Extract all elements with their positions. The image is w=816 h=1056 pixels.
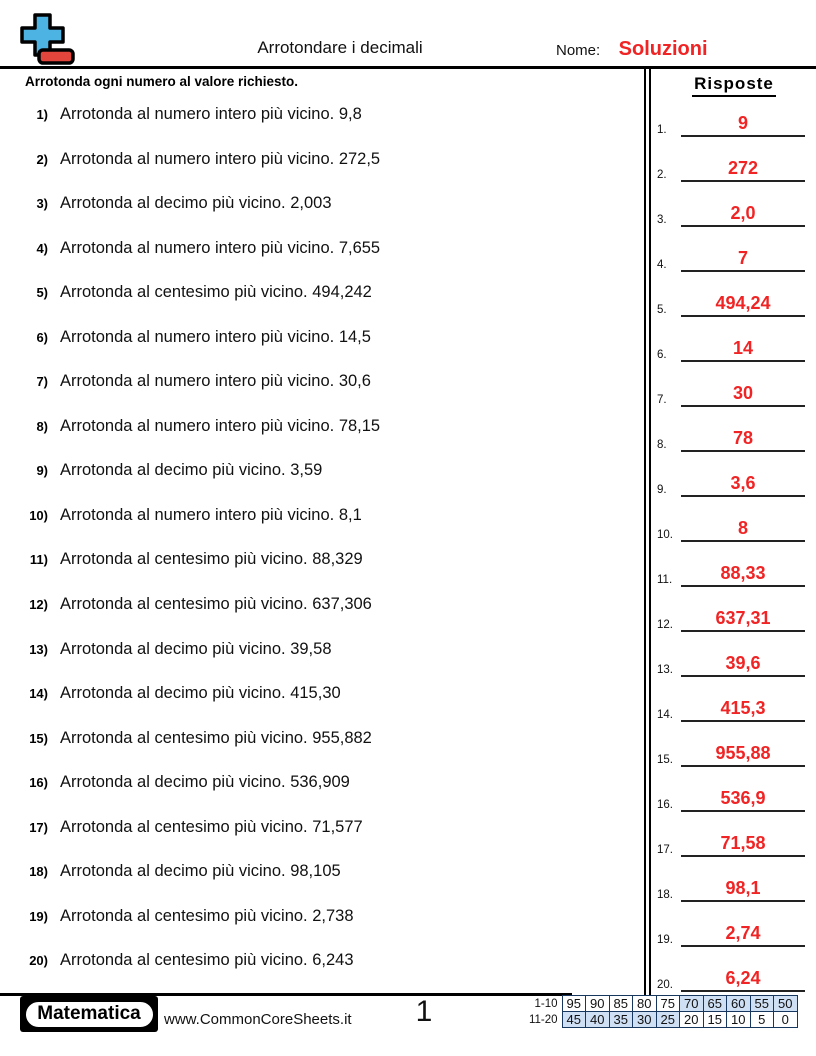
answer-value: 415,3 [720,698,766,718]
question-number: 15) [29,730,48,746]
score-cell: 90 [586,996,610,1012]
score-cell: 70 [680,996,704,1012]
answer-value: 637,31 [715,608,771,628]
name-label: Nome: [556,42,601,59]
answer-value: 78 [732,428,754,448]
question-text: Arrotonda al centesimo più vicino. 955,882 [60,728,372,747]
name-value: Soluzioni [618,38,708,60]
question-number: 4) [36,240,48,256]
answer-number: 9. [657,484,667,496]
answer-number: 5. [657,304,667,316]
answer-row [652,227,816,272]
score-cell: 80 [633,996,657,1012]
answer-value: 7 [737,248,748,268]
answer-number: 1. [657,124,667,136]
question-number: 13) [29,641,48,657]
answer-row [652,812,816,857]
score-row [528,996,797,1012]
score-cell: 65 [703,996,727,1012]
answer-number: 6. [657,349,667,361]
answers-list [652,92,816,992]
brand-label: Matematica [24,1000,155,1029]
question-row [0,588,640,633]
score-row-label: 11-20 [528,1013,558,1026]
question-text: Arrotonda al decimo più vicino. 2,003 [60,194,332,213]
question-row [0,143,640,188]
question-number: 8) [36,418,48,434]
answer-blank-line [681,990,805,992]
score-row-label: 1-10 [534,997,558,1010]
answer-row [652,542,816,587]
answer-value: 6,24 [725,968,761,988]
website-url: www.CommonCoreSheets.it [164,1011,352,1028]
answer-number: 10. [657,529,673,541]
question-row [0,677,640,722]
score-cell: 30 [633,1012,657,1028]
question-number: 18) [29,864,48,880]
answer-number: 3. [657,214,667,226]
score-cell: 85 [609,996,633,1012]
answer-value: 88,33 [720,563,766,583]
answers-divider [644,69,651,995]
question-text: Arrotonda al decimo più vicino. 415,30 [60,684,341,703]
score-cell: 75 [656,996,680,1012]
answer-row [652,362,816,407]
page-number: 1 [415,995,433,1028]
answer-value: 98,1 [725,878,761,898]
question-number: 19) [29,908,48,924]
answers-column [652,69,816,991]
answer-value: 30 [732,383,754,403]
question-text: Arrotonda al numero intero più vicino. 30,6 [60,372,371,391]
question-text: Arrotonda al numero intero più vicino. 272,5 [60,149,381,168]
question-row [0,276,640,321]
questions-list [0,98,640,989]
question-text: Arrotonda al numero intero più vicino. 78,15 [60,416,381,435]
answer-value: 2,74 [725,923,761,943]
question-text: Arrotonda al decimo più vicino. 3,59 [60,461,323,480]
question-number: 11) [29,552,48,568]
answer-number: 2. [657,169,667,181]
answer-row [652,587,816,632]
answer-value: 272 [727,158,759,178]
question-number: 10) [29,507,48,523]
question-row [0,811,640,856]
question-row [0,365,640,410]
question-row [0,232,640,277]
answer-row [652,722,816,767]
answer-value: 14 [732,338,754,358]
question-row [0,410,640,455]
score-cell: 55 [750,996,774,1012]
answer-row [652,317,816,362]
instructions: Arrotonda ogni numero al valore richiesto. [25,74,299,89]
question-number: 3) [36,196,48,212]
question-row [0,855,640,900]
score-cell: 25 [656,1012,680,1028]
score-cell: 50 [774,996,798,1012]
answer-value: 3,6 [730,473,756,493]
score-cell: 15 [703,1012,727,1028]
question-row [0,454,640,499]
score-row [528,1012,797,1028]
question-row [0,499,640,544]
answer-value: 955,88 [715,743,771,763]
answer-row [652,497,816,542]
question-text: Arrotonda al centesimo più vicino. 88,329 [60,550,363,569]
answer-value: 536,9 [720,788,766,808]
score-cell: 35 [609,1012,633,1028]
question-number: 2) [36,151,48,167]
question-text: Arrotonda al centesimo più vicino. 494,242 [60,283,372,302]
answer-row [652,92,816,137]
question-number: 1) [36,107,48,122]
question-row [0,900,640,945]
answer-number: 19. [657,934,673,946]
score-cell: 95 [562,996,586,1012]
question-text: Arrotonda al centesimo più vicino. 637,306 [60,595,372,614]
answer-number: 8. [657,439,667,451]
question-text: Arrotonda al centesimo più vicino. 6,243 [60,951,354,970]
answer-row [652,407,816,452]
answer-number: 14. [657,709,673,721]
question-number: 14) [29,686,48,702]
question-text: Arrotonda al centesimo più vicino. 2,738 [60,906,354,925]
answer-row [652,182,816,227]
question-text: Arrotonda al decimo più vicino. 98,105 [60,862,341,881]
answer-row [652,947,816,992]
score-cell: 45 [562,1012,586,1028]
question-text: Arrotonda al numero intero più vicino. 9,8 [60,105,362,123]
answer-number: 17. [657,844,673,856]
answers-header: Risposte [692,74,776,97]
answer-number: 7. [657,394,667,406]
question-text: Arrotonda al numero intero più vicino. 14,5 [60,327,371,346]
question-number: 6) [36,329,48,345]
worksheet-title: Arrotondare i decimali [257,38,423,57]
score-cell: 40 [586,1012,610,1028]
question-row [0,766,640,811]
matematica-badge [20,996,158,1032]
score-cell: 10 [727,1012,751,1028]
answer-value: 494,24 [715,293,771,313]
question-number: 12) [29,597,48,613]
answer-number: 13. [657,664,673,676]
question-number: 5) [36,285,48,301]
question-row [0,187,640,232]
score-cell: 60 [727,996,751,1012]
answer-value: 9 [737,113,748,133]
score-table [528,995,798,1028]
answer-number: 4. [657,259,667,271]
question-number: 16) [29,775,48,791]
answer-number: 20. [657,979,673,991]
question-row [0,321,640,366]
question-row [0,722,640,767]
score-cell: 0 [774,1012,798,1028]
answer-row [652,632,816,677]
question-text: Arrotonda al numero intero più vicino. 7,655 [60,238,381,257]
answer-row [652,767,816,812]
score-cell: 5 [750,1012,774,1028]
question-text: Arrotonda al decimo più vicino. 39,58 [60,639,332,658]
answer-row [652,857,816,902]
question-number: 17) [29,819,48,835]
question-text: Arrotonda al decimo più vicino. 536,909 [60,773,350,792]
answer-row [652,902,816,947]
question-row [0,543,640,588]
answer-number: 12. [657,619,673,631]
question-row [0,633,640,678]
name-area [556,38,708,61]
answer-value: 2,0 [730,203,756,223]
question-row [0,98,640,143]
question-row [0,944,640,989]
answer-value: 8 [737,518,748,538]
answer-value: 71,58 [720,833,766,853]
answer-row [652,272,816,317]
answer-number: 15. [657,754,673,766]
question-number: 20) [29,953,48,969]
question-number: 7) [36,374,48,390]
answer-row [652,677,816,722]
question-text: Arrotonda al centesimo più vicino. 71,577 [60,817,363,836]
question-text: Arrotonda al numero intero più vicino. 8,1 [60,505,362,524]
answer-number: 18. [657,889,673,901]
answer-number: 16. [657,799,673,811]
answer-number: 11. [657,574,673,586]
score-cell: 20 [680,1012,704,1028]
answer-row [652,137,816,182]
answer-value: 39,6 [725,653,761,673]
question-number: 9) [36,463,48,479]
answer-row [652,452,816,497]
